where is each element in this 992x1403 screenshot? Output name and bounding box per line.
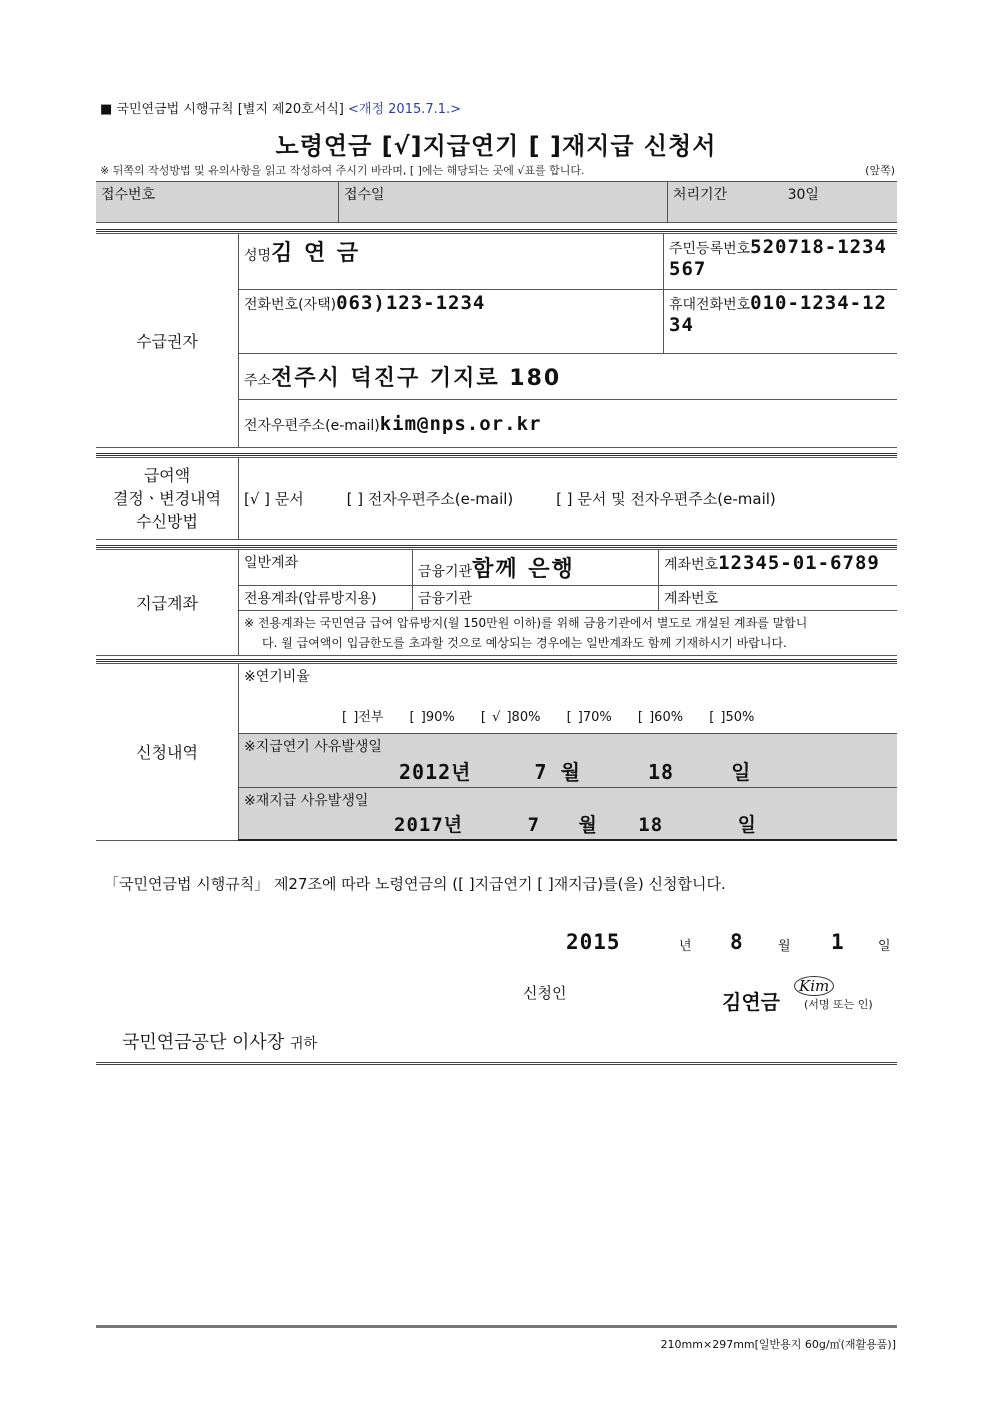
- account-number-field[interactable]: 계좌번호12345-01-6789: [659, 550, 898, 586]
- form-reference: [100, 98, 461, 117]
- addressee: 국민연금공단 이사장 귀하: [122, 1032, 318, 1053]
- front-side-label: (앞쪽): [865, 164, 895, 177]
- ratio-50-checkbox[interactable]: [ ]50%: [709, 710, 755, 725]
- mobile-field[interactable]: 휴대전화번호010-1234-1234: [664, 290, 898, 354]
- rrn-field[interactable]: 주민등록번호520718-1234567: [664, 234, 898, 290]
- ratio-60-checkbox[interactable]: [ ]60%: [637, 710, 684, 725]
- account-number-value: 12345-01-6789: [718, 552, 880, 574]
- dedicated-bank-field[interactable]: 금융기관: [413, 586, 659, 611]
- recipient-table: [96, 233, 897, 448]
- footer-line: [96, 1325, 897, 1328]
- signature-note: (서명 또는 인): [804, 998, 873, 1011]
- applicant-label: 신청인: [523, 984, 567, 1002]
- processing-period-value: 30일: [787, 187, 819, 203]
- name-value: 김 연 금: [271, 241, 361, 266]
- deferral-date-cell[interactable]: [239, 734, 898, 788]
- name-field[interactable]: 성명김 연 금: [239, 234, 664, 290]
- ratio-80-checkbox[interactable]: [ √ ]80%: [480, 710, 541, 725]
- section-divider: [96, 545, 897, 548]
- ratio-all-checkbox[interactable]: [ ]전부: [342, 710, 384, 725]
- mobile-value: 010-1234-1234: [669, 292, 887, 336]
- application-date: 2015 년 8 월 1 일: [566, 930, 891, 954]
- option-both-label: 문서 및 전자우편주소(e-mail): [577, 490, 776, 508]
- general-account-label: 일반계좌: [239, 550, 413, 586]
- paper-spec: 210mm×297mm[일반용지 60g/㎡(재활용품)]: [660, 1338, 896, 1351]
- section-divider: [96, 229, 897, 232]
- notice-method-options: [239, 458, 898, 540]
- section-divider: [96, 659, 897, 662]
- instruction-text: ※ 뒤쪽의 작성방법 및 유의사항을 읽고 작성하여 주시기 바라며, [ ]에는 해당되는 곳에 √표를 합니다.: [100, 164, 585, 177]
- email-field[interactable]: 전자우편주소(e-mail)kim@nps.or.kr: [239, 400, 898, 448]
- option-email-checkbox[interactable]: [ ]: [346, 490, 364, 508]
- section-divider: [96, 453, 897, 456]
- revision-date: <개정 2015.7.1.>: [348, 102, 462, 117]
- dedicated-account-label: 전용계좌(압류방지용): [239, 586, 413, 611]
- option-document-label: 문서: [274, 490, 304, 508]
- repayment-date-label: ※재지급 사유발생일: [244, 793, 369, 809]
- ratio-70-checkbox[interactable]: [ ]70%: [566, 710, 612, 725]
- law-reference: ■ 국민연금법 시행규칙 [별지 제20호서식]: [100, 102, 344, 117]
- rrn-value: 520718-1234567: [669, 236, 887, 280]
- applicant-name: 김연금: [722, 990, 780, 1014]
- request-section-label: 신청내역: [96, 664, 239, 841]
- option-document-checkbox[interactable]: [√ ]: [244, 490, 271, 508]
- notice-method-table: [96, 457, 897, 540]
- account-section-label: 지급계좌: [96, 550, 239, 656]
- notice-method-label: 급여액 결정ㆍ변경내역 수신방법: [96, 458, 239, 540]
- instruction-note: [100, 162, 895, 178]
- repayment-date-value: 2017년 7 월 18 일: [394, 814, 757, 836]
- processing-period-cell: 처리기간 30일: [668, 182, 898, 223]
- receipt-number-cell: 접수번호: [96, 182, 339, 223]
- email-value: kim@nps.or.kr: [379, 412, 542, 435]
- dedicated-account-note: ※ 전용계좌는 국민연금 급여 압류방지(월 150만원 이하)를 위해 금융기관에서 별도로 개설된 계좌를 말합니 다. 월 급여액이 입금한도를 초과할 것으로 예상되는 경우에는 일반계좌도 함께 기재하시기 바랍니다.: [239, 611, 898, 656]
- repayment-date-cell[interactable]: [239, 788, 898, 841]
- closing-line: [96, 1062, 897, 1065]
- deferral-date-label: ※지급연기 사유발생일: [244, 739, 382, 755]
- deferral-ratio-label: ※연기비율: [244, 669, 310, 685]
- ratio-90-checkbox[interactable]: [ ]90%: [409, 710, 455, 725]
- recipient-section-label: 수급권자: [96, 234, 239, 448]
- request-table: [96, 663, 897, 841]
- applicant-seal: Kim: [794, 976, 834, 996]
- phone-value: 063)123-1234: [336, 292, 486, 314]
- deferral-ratio-options: [342, 706, 892, 725]
- deferral-date-value: 2012년 7 월 18 일: [399, 760, 752, 784]
- applicant-signature-area[interactable]: [722, 976, 902, 1016]
- dedicated-account-number-field[interactable]: 계좌번호: [659, 586, 898, 611]
- bank-field[interactable]: 금융기관함께 은행: [413, 550, 659, 586]
- receipt-table: [96, 181, 897, 223]
- address-field[interactable]: 주소전주시 덕진구 기지로 180: [239, 354, 898, 400]
- declaration-statement: 「국민연금법 시행규칙」 제27조에 따라 노령연금의 ([ ]지급연기 [ ]재지급)를(을) 신청합니다.: [104, 875, 726, 893]
- account-table: [96, 549, 897, 656]
- option-both-checkbox[interactable]: [ ]: [556, 490, 573, 508]
- receipt-date-cell: 접수일: [339, 182, 668, 223]
- deferral-ratio-cell: [239, 664, 898, 734]
- option-email-label: 전자우편주소(e-mail): [367, 490, 514, 508]
- phone-field[interactable]: 전화번호(자택)063)123-1234: [239, 290, 664, 354]
- bank-value: 함께 은행: [472, 557, 575, 582]
- address-value: 전주시 덕진구 기지로 180: [271, 366, 562, 391]
- page-title: 노령연금 [√]지급연기 [ ]재지급 신청서: [275, 132, 717, 160]
